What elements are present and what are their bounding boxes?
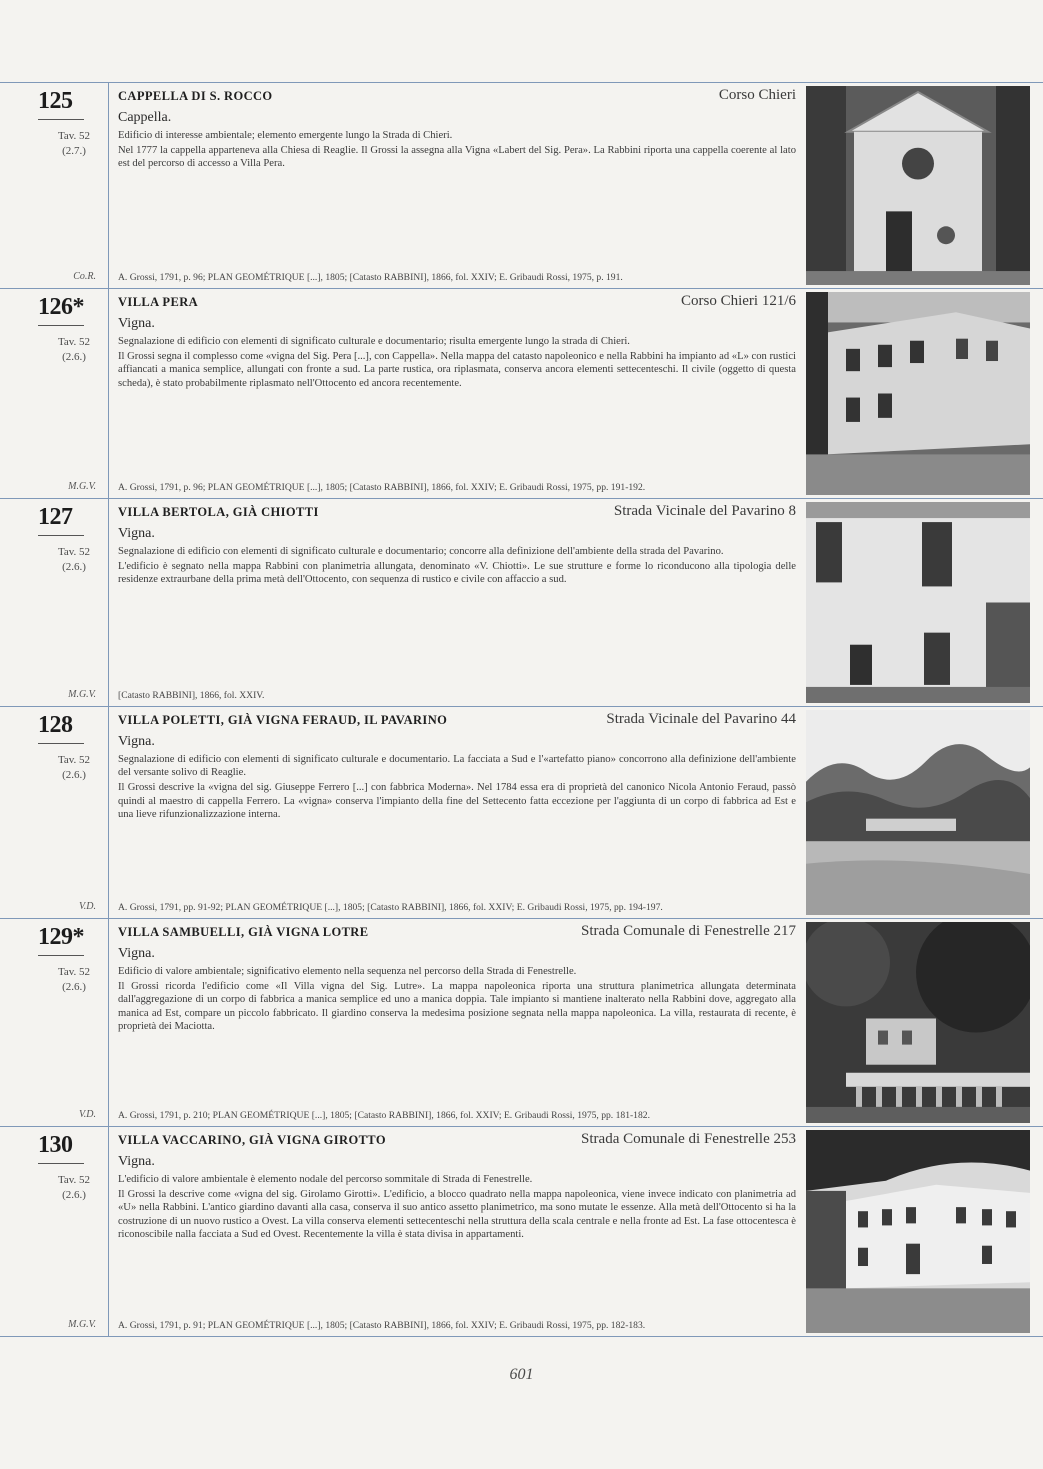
entry-title: VILLA BERTOLA, GIÀ CHIOTTI	[118, 505, 319, 519]
entry-number: 129*	[38, 923, 100, 956]
column-divider	[108, 83, 109, 288]
entry-126	[0, 289, 1043, 499]
entry-bibliography: A. Grossi, 1791, p. 96; PLAN GEOMÉTRIQUE [...], 1805; [Catasto RABBINI], 1866, fol. XXIV; E. Gribaudi Rossi, 1975, p. 191.	[118, 272, 623, 283]
hillside-villa-photo	[806, 1130, 1030, 1333]
entry-number: 130	[38, 1131, 100, 1164]
entry-number: 125	[38, 87, 100, 120]
entry-location: Strada Comunale di Fenestrelle 253	[581, 1131, 796, 1147]
entry-meta	[0, 499, 108, 706]
entry-125	[0, 83, 1043, 289]
entry-title: VILLA SAMBUELLI, GIÀ VIGNA LOTRE	[118, 925, 369, 939]
entry-title: VILLA PERA	[118, 295, 199, 309]
entry-type: Cappella.	[118, 110, 172, 125]
entry-128	[0, 707, 1043, 919]
entry-content	[118, 87, 796, 284]
entry-content	[118, 923, 796, 1122]
entry-location: Corso Chieri 121/6	[681, 293, 796, 309]
entry-location: Strada Comunale di Fenestrelle 217	[581, 923, 796, 939]
entry-paragraph: Segnalazione di edificio con elementi di significato culturale e documentario; risulta emergente lungo la strada di Chieri.	[118, 336, 630, 347]
villa-photo	[806, 292, 1030, 495]
entry-meta	[0, 289, 108, 498]
entry-number: 126*	[38, 293, 100, 326]
entry-meta	[0, 83, 108, 288]
column-divider	[108, 707, 109, 918]
author-initials: V.D.	[78, 901, 96, 912]
author-initials: M.G.V.	[68, 1319, 96, 1330]
tavola-reference: Tav. 52 (2.6.)	[57, 754, 91, 781]
entry-paragraph: Nel 1777 la cappella apparteneva alla Chiesa di Reaglie. Il Grossi la assegna alla Vigna «Labert del Sig. Pera». La Rabbini riporta una cappella coerente al lato est del percorso di accesso a Villa Pera.	[118, 145, 796, 170]
landscape-photo	[806, 710, 1030, 915]
entry-paragraph: Segnalazione di edificio con elementi di significato culturale e documentario; concorre alla definizione dell'ambiente della strada del Pavarino.	[118, 546, 724, 557]
column-divider	[108, 499, 109, 706]
entry-type: Vigna.	[118, 734, 155, 749]
author-initials: V.D.	[78, 1109, 96, 1120]
entry-content	[118, 711, 796, 914]
entry-paragraph: Il Grossi segna il complesso come «vigna del Sig. Pera [...], con Cappella». Nella mappa del catasto napoleonico e nella Rabbini ha impianto ad «L» con rustici affiancati a manica semplice, allungati con fronte a sud. La parte rustica, ora riplasmata, conserva ancora elementi settecenteschi. Il civile (oggetto di questa scheda), è stato probabilmente riplasmato nell'Ottocento ed ancora recentemente.	[118, 351, 796, 389]
chapel-photo	[806, 86, 1030, 285]
entry-type: Vigna.	[118, 526, 155, 541]
author-initials: M.G.V.	[68, 689, 96, 700]
entry-number: 127	[38, 503, 100, 536]
entry-bibliography: A. Grossi, 1791, p. 96; PLAN GEOMÉTRIQUE [...], 1805; [Catasto RABBINI], 1866, fol. XXIV; E. Gribaudi Rossi, 1975, pp. 191-192.	[118, 482, 646, 493]
entry-location: Corso Chieri	[718, 87, 796, 103]
entries-list	[0, 82, 1043, 1337]
entry-location: Strada Vicinale del Pavarino 44	[606, 711, 796, 727]
entry-paragraph: Edificio di interesse ambientale; elemento emergente lungo la Strada di Chieri.	[118, 130, 453, 141]
entry-paragraph: Edificio di valore ambientale; significativo elemento nella sequenza nel percorso della Strada di Fenestrelle.	[118, 966, 577, 977]
entry-paragraph: Il Grossi ricorda l'edificio come «Il Villa vigna del Sig. Lutre». La mappa napoleonica riporta una struttura planimetrica allungata determinata dall'aggregazione di un corpo di fabbrica a manica semplice ed uno a manica doppia. Tale impianto si mantiene inalterato nella Rabbini dove, aggregato alla manica ad Est, compare un piccolo fabbricato. Il giardino conserva la medesima posizione segnata nella mappa napoleonica. La villa, restaurata di recente, è proprietà dei Maciotta.	[118, 981, 796, 1032]
tavola-reference: Tav. 52 (2.7.)	[57, 130, 91, 157]
entry-meta	[0, 1127, 108, 1336]
author-initials: Co.R.	[73, 271, 96, 282]
entry-129	[0, 919, 1043, 1127]
entry-type: Vigna.	[118, 316, 155, 331]
entry-paragraph: L'edificio di valore ambientale è elemento nodale del percorso sommitale di Strada di Fenestrelle.	[118, 1174, 533, 1185]
entry-paragraph: Il Grossi descrive la «vigna del sig. Giuseppe Ferrero [...] con fabbrica Moderna». Nel 1784 essa era di proprietà del canonico Nicola Antonio Feraud, passò quindi al maestro di cappella Ferrero. La «vigna» conserva l'impianto della fine del Settecento fatta eccezione per l'aggiunta di un corpo di fabbrica ad Est e una lieve rifunzionalizzazione interna.	[118, 782, 796, 820]
entry-title: VILLA VACCARINO, GIÀ VIGNA GIROTTO	[118, 1133, 386, 1147]
entry-meta	[0, 707, 108, 918]
tavola-reference: Tav. 52 (2.6.)	[57, 966, 91, 993]
entry-meta	[0, 919, 108, 1126]
entry-127	[0, 499, 1043, 707]
entry-bibliography: A. Grossi, 1791, pp. 91-92; PLAN GEOMÉTRIQUE [...], 1805; [Catasto RABBINI], 1866, fol. XXIV; E. Gribaudi Rossi, 1975, pp. 194-197.	[118, 902, 663, 913]
entry-130	[0, 1127, 1043, 1337]
entry-type: Vigna.	[118, 1154, 155, 1169]
entry-content	[118, 293, 796, 494]
column-divider	[108, 1127, 109, 1336]
entry-type: Vigna.	[118, 946, 155, 961]
garden-photo	[806, 922, 1030, 1123]
tavola-reference: Tav. 52 (2.6.)	[57, 1174, 91, 1201]
entry-bibliography: A. Grossi, 1791, p. 91; PLAN GEOMÉTRIQUE [...], 1805; [Catasto RABBINI], 1866, fol. XXIV; E. Gribaudi Rossi, 1975, pp. 182-183.	[118, 1320, 646, 1331]
entry-number: 128	[38, 711, 100, 744]
author-initials: M.G.V.	[68, 481, 96, 492]
entry-bibliography: A. Grossi, 1791, p. 210; PLAN GEOMÉTRIQUE [...], 1805; [Catasto RABBINI], 1866, fol. XXIV; E. Gribaudi Rossi, 1975, pp. 181-182.	[118, 1110, 650, 1121]
entry-title: CAPPELLA DI S. ROCCO	[118, 89, 273, 103]
entry-bibliography: [Catasto RABBINI], 1866, fol. XXIV.	[118, 690, 265, 701]
entry-paragraph: Il Grossi la descrive come «vigna del sig. Girolamo Girotti». L'edificio, a blocco quadrato nella mappa napoleonica, viene invece indicato con planimetria ad «U» nella Rabbini. L'antico giardino davanti alla casa, conserva il suo antico assetto planimetrico, ma sono mutate le essenze. Alla metà dell'Ottocento si ha la costruzione di un nuovo rustico a Ovest. La villa conserva elementi settecenteschi nella struttura della scala centrale e nella fronte ad Est. La fase ottocentesca è riconoscibile nalla facciata a Sud ed Ovest. Recentemente la villa è stata divisa in appartamenti.	[118, 1189, 796, 1240]
entry-paragraph: Segnalazione di edificio con elementi di significato culturale e documentario. La facciata a Sud e l'«artefatto piano» concorrono alla definizione dell'ambiente del versante solivo di Reaglie.	[118, 754, 796, 779]
page-number: 601	[509, 1366, 534, 1383]
tavola-reference: Tav. 52 (2.6.)	[57, 546, 91, 573]
entry-title: VILLA POLETTI, GIÀ VIGNA FERAUD, IL PAVARINO	[118, 713, 448, 727]
tavola-reference: Tav. 52 (2.6.)	[57, 336, 91, 363]
entry-paragraph: L'edificio è segnato nella mappa Rabbini con planimetria allungata, denominato «V. Chiotti». Le sue strutture e forme lo riconducono alla tipologia delle residenze extraurbane della prima metà dell'Ottocento, con sequenza di rustico e civile con affaccio a sud.	[118, 561, 796, 586]
entry-location: Strada Vicinale del Pavarino 8	[613, 503, 796, 519]
column-divider	[108, 289, 109, 498]
facade-photo	[806, 502, 1030, 703]
column-divider	[108, 919, 109, 1126]
entry-content	[118, 1131, 796, 1332]
entry-content	[118, 503, 796, 702]
